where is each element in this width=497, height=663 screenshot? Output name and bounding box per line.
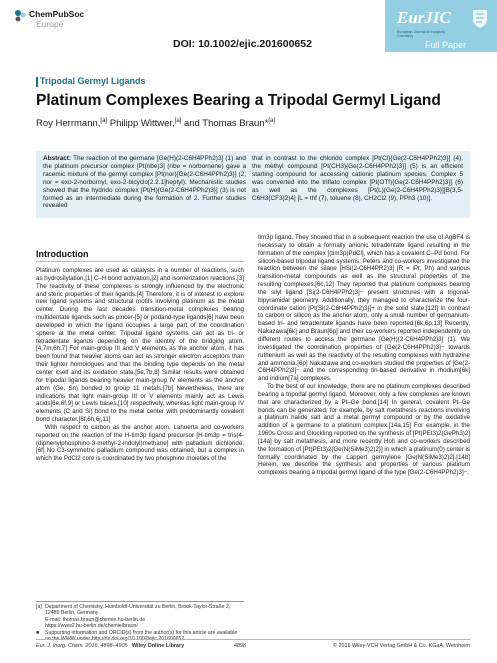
footnote-url[interactable]: https://www2.hu-berlin.de/chemie/braun/ bbox=[45, 623, 138, 630]
chempubsoc-mark-icon bbox=[13, 9, 27, 23]
author-list bbox=[36, 118, 275, 129]
footnote-divider bbox=[36, 601, 244, 602]
author-name: Philipp Wittwer, bbox=[109, 118, 175, 130]
page-header bbox=[0, 0, 497, 58]
body-paragraph: tim3p ligand. They showed that in a subsequent reaction the use of AgBF4 is necessary to obtain a formally anionic tetradentate ligand resulting in the formation of the complex [(tim3p)PdCl], which has a covalent C–Pd bond. For silicon-based tripodal ligand systems, Peters and co-workers investigated the reaction between the silane [HSi(2-C6H4PR2)3] [R = iPr, Ph) and various transition-metal compounds as well as the structural properties of the resulting complexes.[6c,12] They reported that platinum complexes bearing the silyl ligand [Si(2-C6H4PPh2)3]− present structures with a trigonal-bipyramidal geometry. Additionally, they managed to characterize the four-coordinate cation [Pt{Si(2-C6H4PPh2)3}]+ in the solid state.[12f] In contrast to carbon or silicon as the anchor atom, only a small number of germanium-based tri- and tetradentate ligands have been reported.[6k,6p,13] Recently, Nakazawa[6k] and Braun[6p] and their co-workers reported independently on different routes to access the germane [Ge(H)(2-C6H4PPh2)3] (1). We investigated the coordination properties of [Ge(2-C6H4PPh2)3]− towards ruthenium as well as the reactivity of the resulting complexes with hydrazine and ammonia.[6p] Nakazawa and co-workers studied the properties of [Ge(2-C6H4PPh2)3]− and the corresponding tin-based derivative in rhodium[6k] and iridium[7a] complexes. bbox=[258, 234, 470, 383]
body-paragraph: To the best of our knowledge, there are no platinum complexes described bearing a tripodal germyl ligand. Moreover, only a few complexes are known that are characterized by a Pt–Ge bond.[14] In general, covalent Pt–Ge bonds can be generated, for example, by salt metathesis reactions involving a platinum halide salt and a metal germyl compound or by the oxidative addition of a germane to a platinum complex.[14a,15] For example, in the 1960s Cross and Glockling reported on the synthesis of [Pt(PEt3)2(GePh3)2][14a] by salt metathesis, and more recently Holl and co-workers described the formation of [Pt(PEt3)2{Ge(N(SiMe3)2)2}] in which a platinum(0) center is formally coordinated by the Lappert germylene [Ge(N(SiMe3)2)2].[14b] Herein, we describe the synthesis and properties of various platinum complexes bearing a tripodal germyl ligand of the type [Ge(2-C6H4PPh2)3]−. bbox=[258, 383, 470, 477]
body-paragraph: With respect to carbon as the anchor atom, Lahuerta and co-workers reported on the reaction of the H-tim3p ligand precursor [H-tim3p = tris(4-(diphenylphosphino-3-methyl-2-indolyl)methane] with palladium dichloride.[6f] No C3-symmetric palladium compound was obtained, but a complex in which the PdCl2 core is coordinated by two phosphine moieties of the bbox=[36, 423, 244, 463]
abstract-right-column: that in contrast to the chlorido complex [Pt(Cl){Ge(2-C6H4PPh2)3}] (4), the methyl compound [Pt(CH3){Ge(2-C6H4PPh2)3}] (5) is an efficient starting compound for accessing cationic platinum species. Complex 5 was converted into the triflato complex [Pt(OTf){Ge(2-C6H4PPh2)3}] (6) as well as the complexes [Pt(L){Ge(2-C6H4PPh2)3}][B(3,5-C6H3(CF3)2)4] [L = thf (7), toluene (8), CH2Cl2 (9), PPh3 (10)]. bbox=[252, 155, 463, 202]
footnotes bbox=[36, 604, 244, 642]
abstract-text-left: The reaction of the germane [Ge(H)(2-C6H4PPh2)3] (1) and the platinum precursor complex [Pt(nbe)3] (nbe = norbornene) gave a racemic mixture of the germyl complex [Pt(nor){Ge(2-C6H4PPh2)3}] (2; nor = exo-2-norbornyl, exo-2-bicyclo[2.2.1]heptyl). Mechanistic studies showed that the hydrido complex [Pt(H){Ge(2-C6H4PPh2)3}] (3) is not formed as an intermediate during the formation of 2. Further studies revealed bbox=[43, 155, 246, 210]
journal-subtitle: European Journal of Inorganic Chemistry bbox=[397, 30, 446, 39]
publisher-subtitle: Europe bbox=[36, 19, 64, 29]
introduction-heading: Introduction bbox=[36, 249, 89, 259]
journal-emblem-icon bbox=[471, 8, 489, 30]
abstract-label: Abstract: bbox=[43, 155, 72, 162]
author-affiliation: [a] bbox=[100, 118, 108, 124]
abstract-left-column bbox=[43, 155, 246, 210]
footnote-text: Department of Chemistry, Humboldt-Universität zu Berlin, Brook-Taylor-Straße 2, 12489 Berlin, Germany bbox=[45, 604, 231, 617]
abstract-box bbox=[36, 151, 470, 218]
article-type-label: Full Paper bbox=[425, 40, 467, 50]
author-name: and Thomas Braun* bbox=[183, 118, 269, 130]
footer-page-number: 4898 bbox=[234, 643, 246, 649]
footnote bbox=[36, 630, 244, 643]
article-title: Platinum Complexes Bearing a Tripodal Germyl Ligand bbox=[36, 92, 441, 109]
section-tag: Tripodal Germyl Ligands bbox=[40, 76, 146, 86]
section-tag-bar bbox=[36, 77, 38, 87]
author-affiliation: [a] bbox=[268, 118, 275, 124]
doi-label: DOI: 10.1002/ejic.201600652 bbox=[173, 38, 312, 50]
footer-divider bbox=[36, 639, 470, 640]
body-paragraph: Platinum complexes are used as catalysts in a number of reactions, such as hydrosilylation,[1] C–H bond activation,[2] and isomerization reactions.[3] The reactivity of these complexes is strongly influenced by the electronic and steric properties of their ligands.[4] Therefore, it is of interest to explore new ligand systems and structural motifs involving platinum as the metal center. During the last decades transition-metal complexes bearing multidentate ligands such as pincer-[5] or podand-type ligands[6] have been developed in which the ligand occupies a large part of the coordination sphere at the metal center. Tripodal ligand systems can act as tri- or tetradentate ligands depending on the identity of the bridging atom.[4,7m,6h,7] For main-group III and V elements as the anchor atom, it has been found that heavier atoms can act as stronger electron acceptors than their lighter homologues and that the binding type depends on the metal center itself and its oxidation state.[5e,7b,8] Similar results were obtained for tripodal ligands bearing heavier main-group IV elements as the anchor atom (Ge, Sn) bonded to group 11 metals.[7b] Nevertheless, there are indications that light main-group III or V elements mainly act as Lewis acids[6e,6f,9] or Lewis bases,[10] respectively, whereas light main-group IV elements (C and Si) bond to the metal center with predominantly covalent bond character.[6f,6h,6j,11] bbox=[36, 267, 244, 424]
footer-copyright: © 2016 Wiley-VCH Verlag GmbH & Co. KGaA, Weinheim bbox=[333, 643, 470, 649]
journal-logo: EurJIC bbox=[397, 8, 451, 27]
supporting-info-icon: ■ bbox=[36, 629, 40, 636]
chempubsoc-logo bbox=[13, 8, 103, 42]
footnote bbox=[36, 604, 244, 617]
footer-citation: Eur. J. Inorg. Chem. 2016, 4898–4905 bbox=[36, 643, 128, 649]
body-right-column bbox=[258, 234, 470, 477]
footer-wiley-online-library[interactable]: Wiley Online Library bbox=[132, 643, 185, 649]
footnote-mark: [a] bbox=[36, 604, 42, 610]
heading-divider bbox=[36, 261, 244, 262]
body-left-column bbox=[36, 267, 244, 463]
footnote-email[interactable]: E-mail: thomas.braun@chemie.hu-berlin.de bbox=[45, 616, 146, 623]
author-affiliation: [a] bbox=[174, 118, 182, 124]
publisher-name: ChemPubSoc bbox=[29, 9, 85, 19]
footnote-text: Supporting information and ORCID(s) from the author(s) for this article are available bbox=[45, 629, 238, 636]
author-name: Roy Herrmann, bbox=[36, 118, 101, 130]
